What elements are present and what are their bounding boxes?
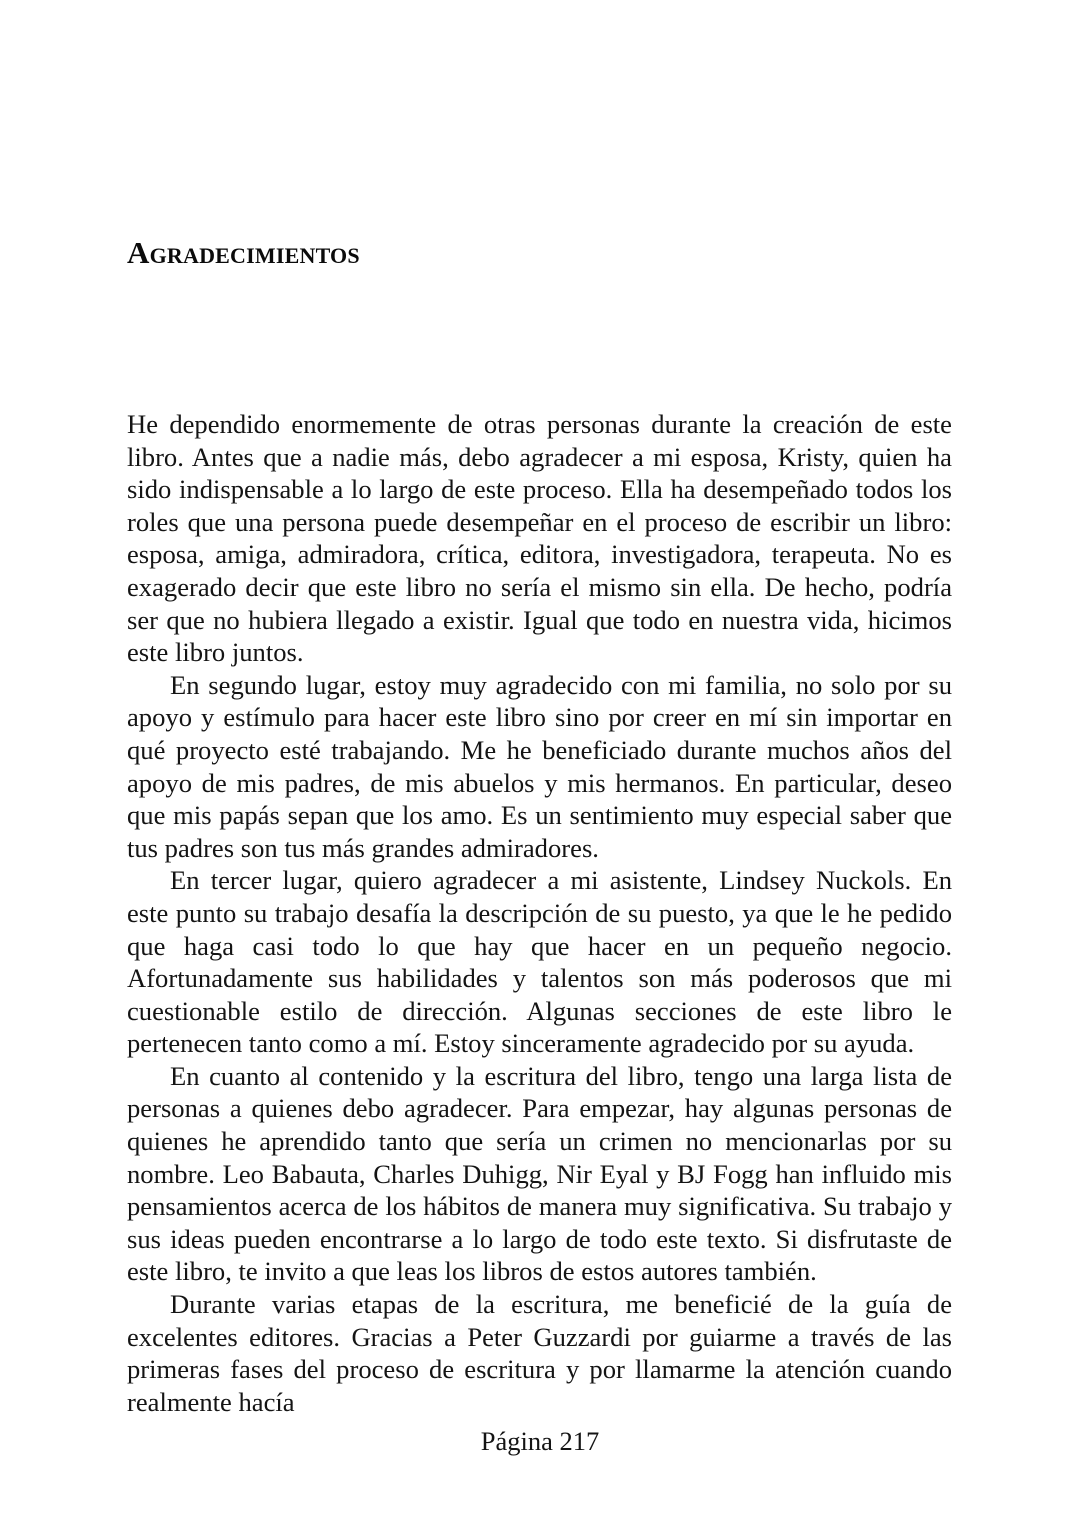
body-paragraph: En segundo lugar, estoy muy agradecido con mi familia, no solo por su apoyo y estímulo para hacer este libro sino por creer en mí sin importar en qué proyecto esté trabajando. Me he beneficiado durante muchos años del apoyo de mis padres, de mis abuelos y mis hermanos. En particular, deseo que mis papás sepan que los amo. Es un sentimiento muy especial saber que tus padres son tus más grandes admiradores.: [127, 669, 952, 863]
body-paragraph: Durante varias etapas de la escritura, me beneficié de la guía de excelentes editores. Gracias a Peter Guzzardi por guiarme a través de las primeras fases del proceso de escritura y por llamarme la atención cuando realmente hacía: [127, 1289, 952, 1417]
body-paragraph: En cuanto al contenido y la escritura del libro, tengo una larga lista de personas a quienes debo agradecer. Para empezar, hay algunas personas de quienes he aprendido tanto que sería un crimen no mencionarlas por su nombre. Leo Babauta, Charles Duhigg, Nir Eyal y BJ Fogg han influido mis pensamientos acerca de los hábitos de manera muy significativa. Su trabajo y sus ideas pueden encontrarse a lo largo de todo este texto. Si disfrutaste de este libro, te invito a que leas los libros de estos autores también.: [127, 1060, 952, 1287]
page-title: Agradecimientos: [127, 235, 360, 270]
body-text-block: [127, 408, 952, 1418]
page-footer: [0, 1424, 1080, 1458]
body-paragraph: En tercer lugar, quiero agradecer a mi asistente, Lindsey Nuckols. En este punto su trabajo desafía la descripción de su puesto, ya que le he pedido que haga casi todo lo que hay que hacer en un pequeño negocio. Afortunadamente sus habilidades y talentos son más poderosos que mi cuestionable estilo de dirección. Algunas secciones de este libro le pertenecen tanto como a mí. Estoy sinceramente agradecido por su ayuda.: [127, 865, 952, 1059]
paragraph-list: [127, 408, 952, 1418]
page-number-label: Página 217: [480, 1426, 600, 1456]
body-paragraph: He dependido enormemente de otras personas durante la creación de este libro. Antes que a nadie más, debo agradecer a mi esposa, Kristy, quien ha sido indispensable a lo largo de este proceso. Ella ha desempeñado todos los roles que una persona puede desempeñar en el proceso de escribir un libro: esposa, amiga, admiradora, crítica, editora, investigadora, terapeuta. No es exagerado decir que este libro no sería el mismo sin ella. De hecho, podría ser que no hubiera llegado a existir. Igual que todo en nuestra vida, hicimos este libro juntos.: [127, 409, 952, 668]
chapter-heading-area: [127, 236, 952, 271]
